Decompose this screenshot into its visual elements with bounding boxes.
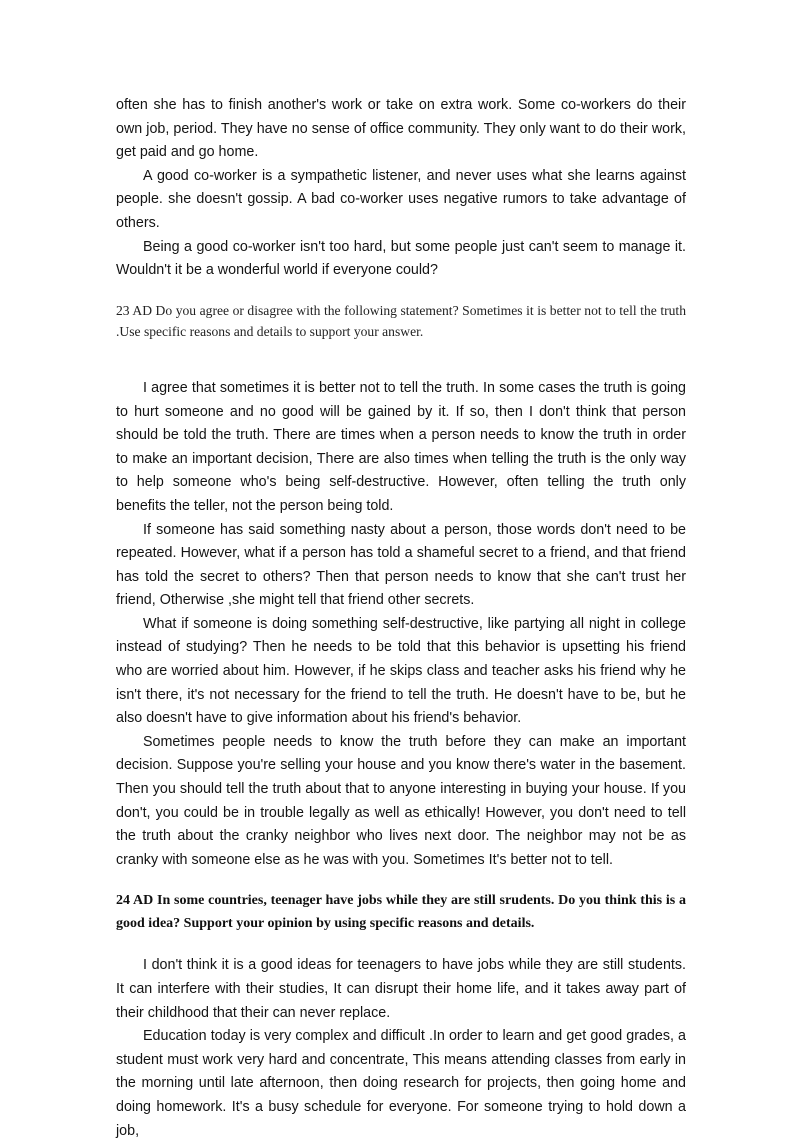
answer-24-paragraph-2: Education today is very complex and difficult .In order to learn and get good grades, a student must work very hard and concentrate, This means attending classes from early in the morning until late afternoon, then doing research for projects, then going home and doing homework. It's a busy schedule for everyone. For someone trying to hold down a job, [116,1028,686,1139]
continuation-paragraph-1: often she has to finish another's work or take on extra work. Some co-workers do their own job, period. They have no sense of office community. They only want to do their work, get paid and go home. [116,97,686,161]
spacer [116,283,686,300]
spacer [116,872,686,890]
continuation-paragraph-3: Being a good co-worker isn't too hard, but some people just can't seem to manage it. Wouldn't it be a wonderful world if everyone could? [116,238,686,279]
spacer [116,935,686,954]
answer-23-paragraph-3: What if someone is doing something self-destructive, like partying all night in college instead of studying? Then he needs to be told that this behavior is upsetting his friend who are worried about him. However, if he skips class and teacher asks his friend why he isn't there, it's not necessary for the friend to tell the truth. He doesn't have to be, but he also doesn't have to give information about his friend's behavior. [116,615,686,727]
page-content [116,94,686,1143]
answer-23-paragraph-4: Sometimes people needs to know the truth before they can make an important decision. Suppose you're selling your house and you know there's water in the basement. Then you should tell the truth about that to anyone interesting in buying your house. If you don't, you could be in trouble legally as well as ethically! However, you don't need to tell the truth about the cranky neighbor who lives next door. The neighbor may not be as cranky with someone else as he was with you. Sometimes It's better not to tell. [116,733,686,868]
answer-24-paragraph-1: I don't think it is a good ideas for teenagers to have jobs while they are still students. It can interfere with their studies, It can disrupt their home life, and it takes away part of their childhood that their can never replace. [116,957,686,1021]
answer-23-paragraph-1: I agree that sometimes it is better not to tell the truth. In some cases the truth is going to hurt someone and no good will be gained by it. If so, then I don't think that person should be told the truth. There are times when a person needs to know the truth in order to make an important decision, There are also times when telling the truth is the only way to help someone who's being self-destructive. However, often telling the truth only benefits the teller, not the person being told. [116,379,686,514]
answer-23-paragraph-2: If someone has said something nasty about a person, those words don't need to be repeated. However, what if a person has told a shameful secret to a friend, and that friend has told the secret to others? Then that person needs to know that she can't trust her friend, Otherwise ,she might tell that friend other secrets. [116,521,686,609]
question-24-heading: 24 AD In some countries, teenager have jobs while they are still srudents. Do you think this is a good idea? Support your opinion by using specific reasons and details. [116,893,686,931]
spacer [116,343,686,377]
question-23-heading: 23 AD Do you agree or disagree with the following statement? Sometimes it is better not to tell the truth .Use specific reasons and details to support your answer. [116,302,686,340]
continuation-paragraph-2: A good co-worker is a sympathetic listener, and never uses what she learns against people. she doesn't gossip. A bad co-worker uses negative rumors to take advantage of others. [116,167,686,231]
